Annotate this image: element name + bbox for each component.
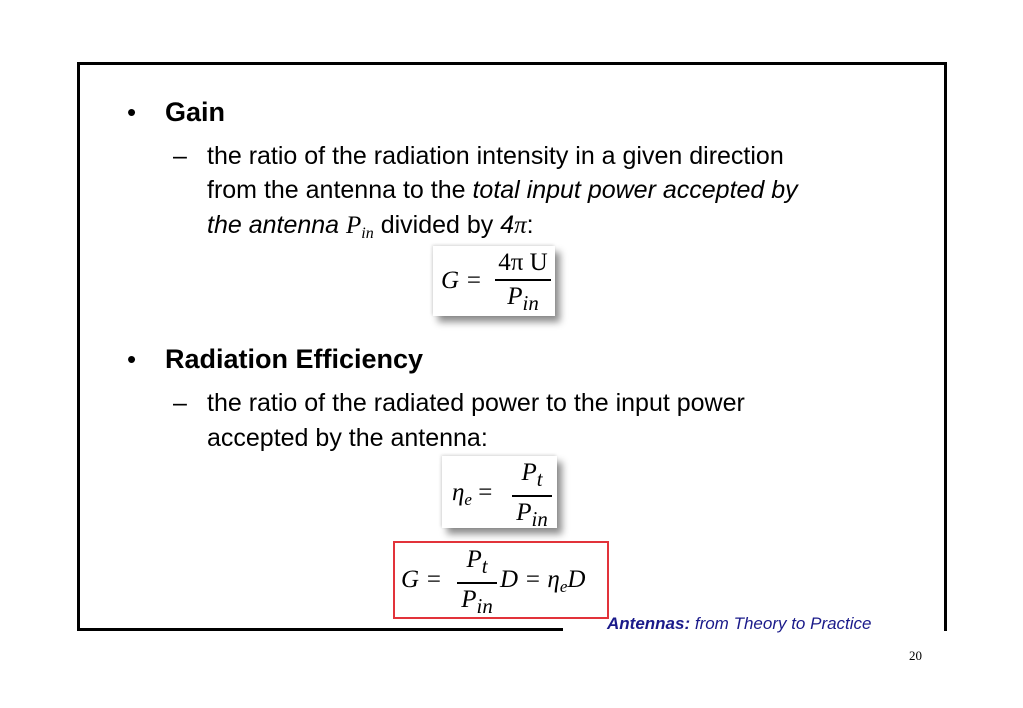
gain-eq-numerator: 4π U <box>498 249 548 276</box>
efficiency-eq-denominator: $P_{in}$ <box>516 498 548 531</box>
efficiency-equation-box <box>442 456 557 531</box>
combined-equation-box <box>393 541 609 619</box>
gain-line-2 <box>207 175 798 205</box>
combined-eq-lhs: G = <box>401 566 443 593</box>
gain-line-2-plain: from the antenna to the <box>207 176 473 204</box>
efficiency-eq-lhs: $\eta_e$ = <box>452 479 493 509</box>
efficiency-line-2: accepted by the antenna: <box>207 424 488 452</box>
combined-eq-rhs: $D = \eta_eD$ <box>500 566 586 596</box>
bullet-gain: • <box>127 97 137 127</box>
combined-eq-fraction <box>457 546 497 620</box>
combined-eq-denominator: $P_{in}$ <box>461 585 493 618</box>
gain-eq-lhs: G = <box>441 267 483 294</box>
gain-line-3-italic: the antenna <box>207 211 347 239</box>
gain-eq-bar <box>495 279 551 281</box>
dash-gain: – <box>173 142 187 170</box>
efficiency-heading: Radiation Efficiency <box>165 344 424 374</box>
bullet-efficiency: • <box>127 344 137 374</box>
slide-frame-right <box>944 62 947 631</box>
efficiency-eq-numerator: $P_t$ <box>521 459 543 491</box>
efficiency-eq-fraction <box>512 459 552 533</box>
gain-heading: Gain <box>165 97 226 127</box>
footer-italic: from Theory to Practice <box>690 614 872 633</box>
four-symbol: 4 <box>500 211 515 239</box>
slide-frame-top <box>77 62 947 65</box>
combined-eq-numerator: $P_t$ <box>466 546 488 578</box>
gain-eq-fraction <box>495 249 551 317</box>
slide-frame-left <box>77 62 80 631</box>
gain-line-2-italic: total input power accepted by <box>472 176 798 204</box>
pin-symbol: $P_{in}$ <box>346 212 374 242</box>
dash-efficiency: – <box>173 389 187 417</box>
gain-equation-box <box>433 246 555 316</box>
footer-book-title <box>607 614 872 634</box>
gain-line-3-plain: divided by <box>373 211 501 239</box>
page-number: 20 <box>909 648 922 663</box>
colon: : <box>526 211 534 239</box>
pi-symbol: π <box>514 212 527 239</box>
combined-eq-bar <box>457 582 497 584</box>
gain-line-1: the ratio of the radiation intensity in a given direction <box>207 142 784 170</box>
footer-bold: Antennas: <box>607 614 691 633</box>
slide-frame-bottom <box>77 628 563 631</box>
efficiency-eq-bar <box>512 495 552 497</box>
gain-eq-denominator: $P_{in}$ <box>507 282 539 315</box>
gain-line-3 <box>207 210 534 241</box>
efficiency-line-1: the ratio of the radiated power to the input power <box>207 389 745 417</box>
